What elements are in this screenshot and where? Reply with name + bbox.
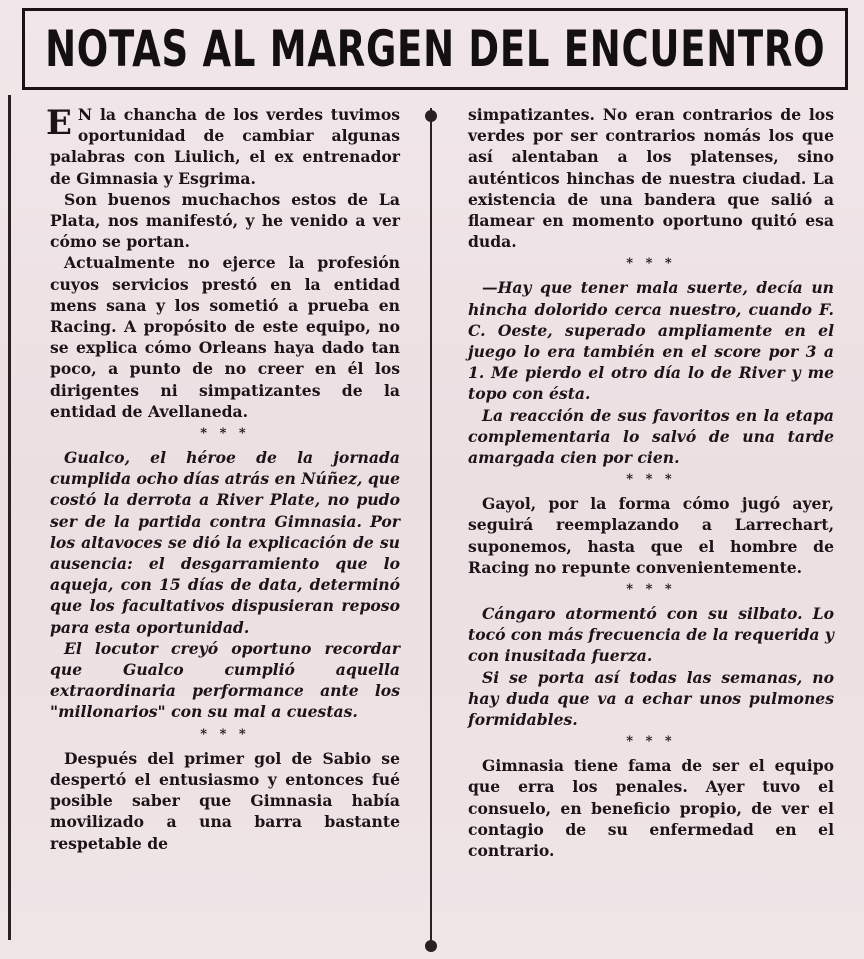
right-paragraph-7: Gimnasia tiene fama de ser el equipo que erra los penales. Ayer tuvo el consuelo, en beneficio propio, de ver el contagio de su enfermedad en el contrario. [468, 756, 834, 861]
left-paragraph-3: Actualmente no ejerce la profesión cuyos servicios prestó en la entidad mens sana y los sometió a prueba en Racing. A propósito de este equipo, no se explica cómo Orleans haya dado tan poco, a punto de no creer en él los dirigentes ni simpatizantes de la entidad de Avellaneda. [50, 253, 400, 421]
section-ornament: * * * [626, 256, 676, 272]
section-ornament: * * * [626, 582, 676, 598]
right-paragraph-6: Si se porta así todas las semanas, no hay duda que va a echar unos pulmones formidables. [468, 667, 834, 730]
headline: NOTAS AL MARGEN DEL ENCUENTRO [44, 20, 826, 78]
left-paragraph-2: Son buenos muchachos estos de La Plata, nos manifestó, y he venido a ver cómo se portan. [50, 189, 400, 252]
right-paragraph-5: Cángaro atormentó con su silbato. Lo tocó con más frecuencia de la requerida y con inusitada fuerza. [468, 604, 834, 666]
left-paragraph-4: Gualco, el héroe de la jornada cumplida ocho días atrás en Núñez, que costó la derrota a River Plate, no pudo ser de la partida contra Gimnasia. Por los altavoces se dió la explicación de su ausencia: el desgarramiento que lo aqueja, con 15 días de data, determinó que los facultativos dispusieran reposo para esta oportunidad. [50, 448, 400, 637]
left-border-rule [8, 95, 11, 940]
left-column [46, 103, 400, 854]
right-paragraph-2: —Hay que tener mala suerte, decía un hincha dolorido cerca nuestro, cuando F. C. Oeste, superado ampliamente en el juego lo era también en el score por 3 a 1. Me pierdo el otro día lo de River y me topo con ésta. [468, 278, 834, 404]
divider-top-ornament [425, 110, 437, 122]
section-ornament: * * * [626, 734, 676, 750]
right-paragraph-1: simpatizantes. No eran contrarios de los verdes por ser contrarios nomás los que así alentaban a los platenses, sino auténticos hinchas de nuestra ciudad. La existencia de una bandera que salió a flamear en momento oportuno quitó esa duda. [468, 105, 834, 252]
headline-box [22, 8, 848, 90]
divider-bottom-ornament [425, 940, 437, 952]
section-ornament: * * * [200, 426, 250, 442]
drop-cap: E [46, 103, 72, 143]
right-paragraph-4: Gayol, por la forma cómo jugó ayer, seguirá reemplazando a Larrechart, suponemos, hasta que el hombre de Racing no repunte convenientemente. [468, 494, 834, 577]
right-paragraph-3: La reacción de sus favoritos en la etapa complementaria lo salvó de una tarde amargada cien por cien. [468, 405, 834, 468]
column-divider [430, 108, 432, 948]
right-column [468, 104, 834, 861]
left-paragraph-6: Después del primer gol de Sabio se despertó el entusiasmo y entonces fué posible saber que Gimnasia había movilizado a una barra bastante respetable de [50, 748, 400, 853]
section-ornament: * * * [200, 726, 250, 742]
section-ornament: * * * [626, 472, 676, 488]
left-paragraph-1: E N la chancha de los verdes tuvimos oportunidad de cambiar algunas palabras con Liulich, el ex entrenador de Gimnasia y Esgrima. [46, 103, 400, 188]
left-paragraph-5: El locutor creyó oportuno recordar que Gualco cumplió aquella extraordinaria performance ante los "millonarios" con su mal a cuestas. [50, 638, 400, 722]
